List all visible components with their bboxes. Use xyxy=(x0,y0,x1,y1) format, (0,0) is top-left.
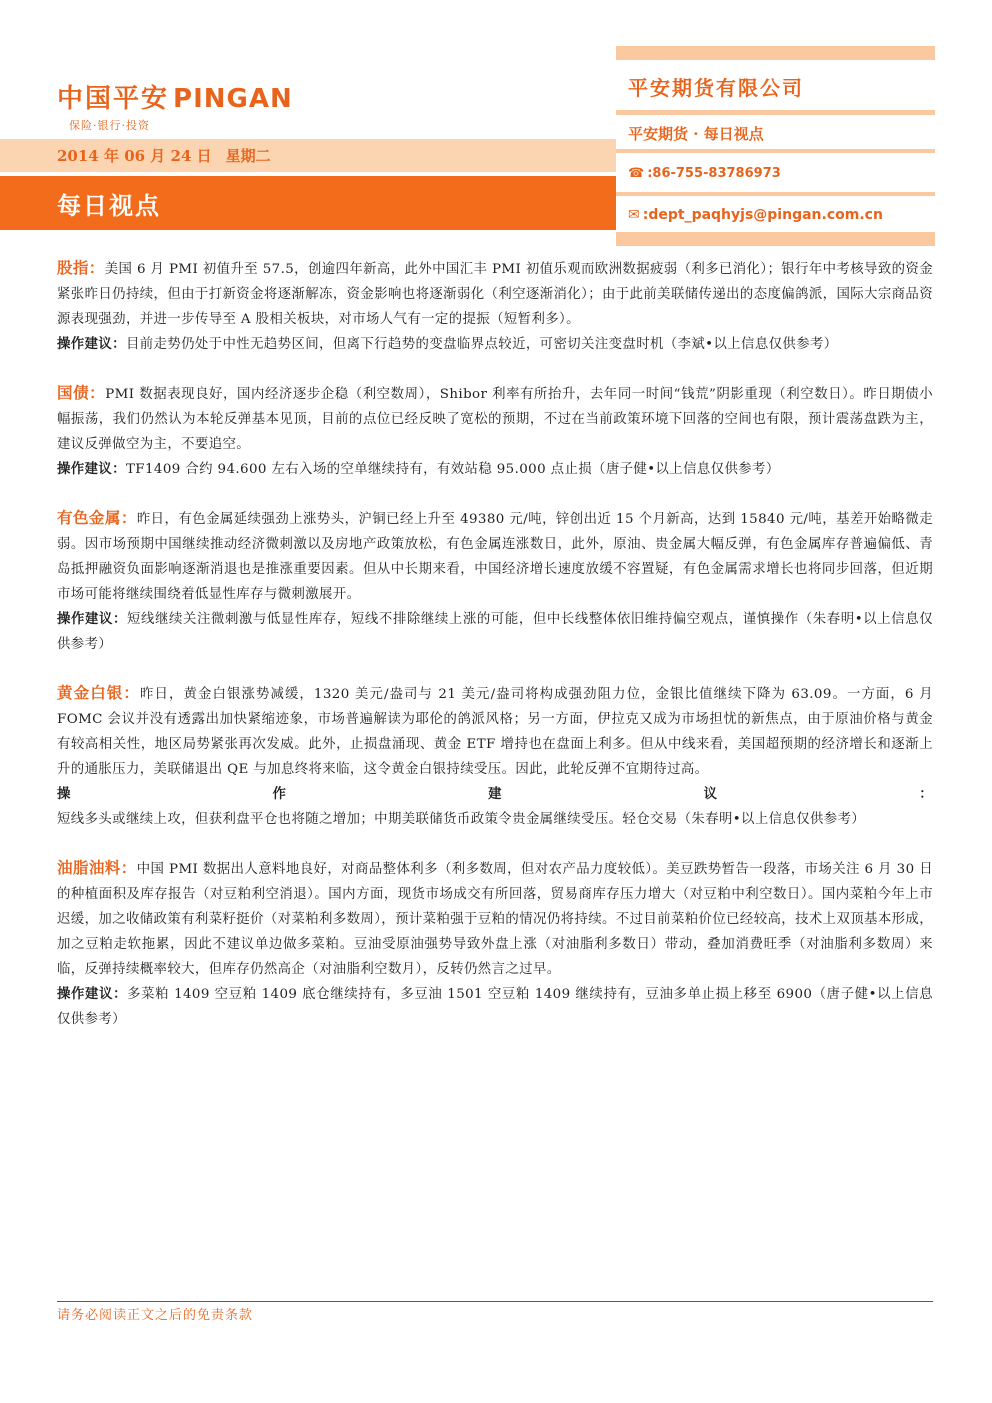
section-label: 国债： xyxy=(57,383,106,402)
advice-text: 短线多头或继续上攻，但获利盘平仓也将随之增加；中期美联储货币政策令贵金属继续受压。轻仓交易（朱春明•以上信息仅供参考） xyxy=(57,812,866,827)
mail-icon: ✉ xyxy=(628,207,640,223)
section-body: PMI 数据表现良好，国内经济逐步企稳（利空数周），Shibor 利率有所抬升，去年同一时间“钱荒”阴影重现（利空数日）。昨日期债小幅振荡，我们仍然认为本轮反弹基本见顶，目前的点位已经反映了宽松的预期，不过在当前政策环境下回落的空间也有限，预计震荡盘跌为主，建议反弹做空为主，不要追空。 xyxy=(57,387,934,452)
logo-en: PINGAN xyxy=(173,84,293,114)
phone-line xyxy=(628,166,781,181)
report-body xyxy=(57,255,933,1055)
advice-label: 操作建议： xyxy=(57,611,127,627)
section-label: 股指： xyxy=(57,258,105,277)
section-body: 昨日，有色金属延续强劲上涨势头，沪铜已经上升至 49380 元/吨，锌创出近 15 个月新高，达到 15840 元/吨，基差开始略微走弱。因市场预期中国继续推动经济微刺激以及房地产政策放松，有色金属连涨数日，此外，原油、贵金属大幅反弹，有色金属库存普遍偏低、青岛抵押融资负面影响逐渐消退也是推涨重要因素。但从中长期来看，中国经济增长速度放缓不容置疑，有色金属需求增长也将同步回落，但近期市场可能将继续围绕着低显性库存与微刺激展开。 xyxy=(57,512,933,602)
advice-text: 短线继续关注微刺激与低显性库存，短线不排除继续上涨的可能，但中长线整体依旧维持偏空观点，谨慎操作（朱春明•以上信息仅供参考） xyxy=(57,612,934,652)
logo-tagline: 保险·银行·投资 xyxy=(69,119,150,132)
logo-wordmark xyxy=(57,78,293,115)
section-paragraph xyxy=(57,855,933,982)
footer-rule xyxy=(57,1301,933,1302)
advice-text: 多菜粕 1409 空豆粕 1409 底仓继续持有，多豆油 1501 空豆粕 1409 继续持有，豆油多单止损上移至 6900（唐子健•以上信息仅供参考） xyxy=(57,987,934,1027)
advice-label: 操作建议： xyxy=(57,336,126,352)
advice-label: 操作建议： xyxy=(57,461,126,477)
phone-number: :86-755-83786973 xyxy=(647,166,781,181)
date-value: 2014 年 06 月 24 日 xyxy=(57,147,212,165)
email-address[interactable]: :dept_paqhyjs@pingan.com.cn xyxy=(642,207,883,223)
company-info-box xyxy=(616,46,935,246)
info-box-divider xyxy=(616,110,935,115)
advice-paragraph xyxy=(57,607,933,657)
logo-cn: 中国平安 xyxy=(57,84,170,114)
weekday-value: 星期二 xyxy=(225,147,271,165)
footer-disclaimer: 请务必阅读正文之后的免责条款 xyxy=(57,1308,254,1323)
section-oils-oilseeds xyxy=(57,855,933,1032)
section-paragraph xyxy=(57,505,933,607)
phone-icon: ☎ xyxy=(628,166,645,181)
email-line xyxy=(628,207,883,223)
section-paragraph xyxy=(57,380,933,457)
section-body: 美国 6 月 PMI 初值升至 57.5，创逾四年新高，此外中国汇丰 PMI 初值乐观而欧洲数据疲弱（利多已消化）；银行年中考核导致的资金紧张昨日仍持续，但由于打新资金将逐渐解冻，资金影响也将逐渐弱化（利空逐渐消化）；由于此前美联储传递出的态度偏鸽派，国际大宗商品资源表现强劲，并进一步传导至 A 股相关板块，对市场人气有一定的提振（短暂利多）。 xyxy=(57,262,933,327)
advice-paragraph xyxy=(57,332,933,357)
section-label: 油脂油料： xyxy=(57,858,137,877)
info-box-divider xyxy=(616,192,935,196)
advice-label: 操作建议： xyxy=(57,986,128,1002)
advice-text: TF1409 合约 94.600 左右入场的空单继续持有，有效站稳 95.000 点止损（唐子健•以上信息仅供参考） xyxy=(125,462,780,477)
section-label: 有色金属： xyxy=(57,508,137,527)
section-paragraph xyxy=(57,680,933,782)
info-box-divider xyxy=(616,149,935,153)
advice-paragraph xyxy=(57,982,933,1032)
section-body: 昨日，黄金白银涨势减缓，1320 美元/盎司与 21 美元/盎司将构成强劲阻力位，金银比值继续下降为 63.09。一方面，6 月 FOMC 会议并没有透露出加快紧缩迹象，市场普遍解读为耶伦的鸽派风格；另一方面，伊拉克又成为市场担忧的新焦点，由于原油价格与黄金有较高相关性，地区局势紧张再次发威。此外，止损盘涌现、黄金 ETF 增持也在盘面上利多。但从中线来看，美国超预期的经济增长和逐渐上升的通胀压力，美联储退出 QE 与加息终将来临，这令黄金白银持续受压。因此，此轮反弹不宜期待过高。 xyxy=(57,687,933,777)
info-box-top-border xyxy=(616,46,935,60)
advice-text: 目前走势仍处于中性无趋势区间，但离下行趋势的变盘临界点较近，可密切关注变盘时机（李斌•以上信息仅供参考） xyxy=(125,337,838,352)
section-treasury xyxy=(57,380,933,482)
section-label: 黄金白银： xyxy=(57,683,141,702)
company-name: 平安期货有限公司 xyxy=(628,76,804,100)
report-date xyxy=(57,145,271,166)
section-nonferrous xyxy=(57,505,933,657)
section-paragraph xyxy=(57,255,933,332)
section-gold-silver xyxy=(57,680,933,832)
report-series-title: 平安期货 · 每日视点 xyxy=(628,125,764,143)
advice-label: 操作建议： xyxy=(57,786,933,802)
pingan-logo xyxy=(57,78,293,133)
page-title: 每日视点 xyxy=(57,191,161,220)
section-stock-index xyxy=(57,255,933,357)
advice-paragraph xyxy=(57,457,933,482)
advice-paragraph xyxy=(57,782,933,832)
info-box-bottom-border xyxy=(616,232,935,246)
section-body: 中国 PMI 数据出人意料地良好，对商品整体利多（利多数周，但对农产品力度较低）。美豆跌势暂告一段落，市场关注 6 月 30 日的种植面积及库存报告（对豆粕利空消退）。国内方面，现货市场成交有所回落，贸易商库存压力增大（对豆粕中利空数日）。国内菜粕今年上市迟缓，加之收储政策有利菜籽挺价（对菜粕利多数周），预计菜粕强于豆粕的情况仍将持续。不过目前菜粕价位已经较高，技术上双顶基本形成，加之豆粕走软拖累，因此不建议单边做多菜粕。豆油受原油强势导致外盘上涨（对油脂利多数日）带动，叠加消费旺季（对油脂利多数周）来临，反弹持续概率较大，但库存仍然高企（对油脂利空数月），反转仍然言之过早。 xyxy=(57,862,933,977)
